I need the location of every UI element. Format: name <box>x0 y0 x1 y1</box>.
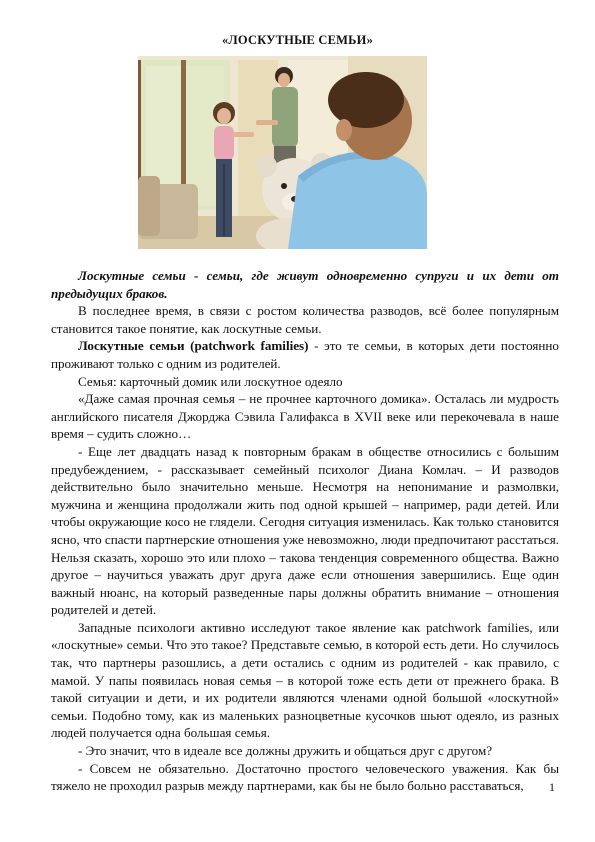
term-dash: - <box>308 338 325 354</box>
section-heading: Семья: карточный домик или лоскутное одеяло <box>78 373 343 389</box>
term-label: Лоскутные семьи (patchwork families) <box>78 338 309 354</box>
intro-paragraph: В последнее время, в связи с ростом количества разводов, всё более популярным становится такое понятие, как лоскутные семьи. <box>51 303 559 336</box>
article-body <box>51 267 559 795</box>
answer-paragraph: - Совсем не обязательно. Достаточно простого человеческого уважения. Как бы тяжело не проходил разрыв между партнерами, как бы не было больно расставаться, <box>51 760 559 794</box>
quote-paragraph: «Даже самая прочная семья – не прочнее карточного домика». Осталась ли мудрость английского писателя Джорджа Сэвила Галифакса в XVII веке или перекочевала в наше время – судить сложно… <box>51 391 559 442</box>
western-psychologists-paragraph: Западные психологи активно исследуют такое явление как patchwork families, или «лоскутные» семьи. Что это такое? Представьте семью, в которой есть дети. Но случилось так, что партнеры разошлись, а дети остались с одним из родителей - как правило, с мамой. У папы появилась новая семья – в которой тоже есть дети от прежнего брака. В такой ситуации и дети, и их родители являются членами одной большой «лоскутной» семьи. Подобно тому, как из маленьких разноцветные кусочков шьют одеяло, из разных людей получается одна большая семья. <box>51 619 559 741</box>
psychologist-paragraph: - Еще лет двадцать назад к повторным бракам в обществе относились с большим предубеждением, - рассказывает семейный психолог Диана Комлач. – И разводов действительно было значительно меньше. Несмотря на непонимание и размолвки, мужчина и женщина продолжали жить под одной крышей – например, ради детей. Или чтобы окружающие косо не глядели. Сегодня ситуация изменилась. Как только становится ясно, что спасти партнерские отношения уже невозможно, люди предпочитают расстаться. Нельзя сказать, хорошо это или плохо – такова тенденция современного общества. Важно другое – научиться уважать друг друга даже если отношения завершились. Еще один важный нюанс, на который разведенные пары должны обратить внимание – отношения родителей и детей. <box>51 443 559 618</box>
question-paragraph: - Это значит, что в идеале все должны дружить и общаться друг с другом? <box>78 743 493 759</box>
page-number: 1 <box>549 780 555 794</box>
lead-paragraph: Лоскутные семьи - семьи, где живут одновременно супруги и их дети от предыдущих браков. <box>51 268 559 301</box>
document-title: «ЛОСКУТНЫЕ СЕМЬИ» <box>221 33 374 47</box>
definition-text: это те семьи, в которых дети постоянно проживают только с одним из родителей. <box>51 338 559 371</box>
family-photo <box>138 56 427 249</box>
definition-paragraph <box>51 337 559 372</box>
